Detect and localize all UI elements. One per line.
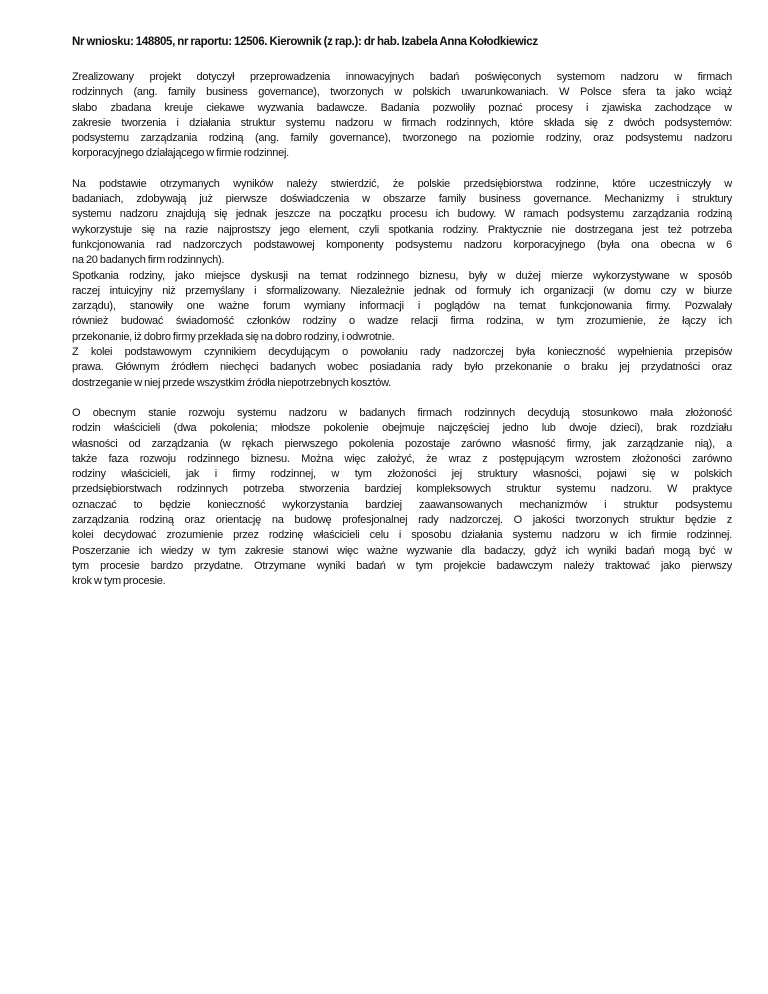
text-line: własności od zarządzania (w rękach pierwszego pokolenia pozostaje zarówno własność firmy, jak zarządzanie nią), a [72, 437, 732, 450]
text-line: również budować świadomość członków rodziny o wadze relacji firma rodzina, w tym zrozumienie, że łączy ich [72, 315, 732, 328]
report-page [72, 34, 732, 605]
text-line: prawa. Głównym źródłem niechęci badanych wobec posiadania rady było przekonanie o braku jej przydatności oraz [72, 361, 732, 374]
text-line: Zrealizowany projekt dotyczył przeprowadzenia innowacyjnych badań poświęconych systemom nadzoru w firmach [72, 71, 732, 83]
text-line: tym procesie bardzo przydatne. Otrzymane wyniki badań w tym projekcie badawczym należy traktować jako pierwszy [72, 559, 732, 572]
text-line: przekonanie, iż dobro firmy przekłada się na dobro rodziny, i odwrotnie. [72, 330, 395, 343]
text-line: raczej intuicyjny niż przemyślany i sformalizowany. Niezależnie jednak od formuły ich organizacji (w domu czy w biurze [72, 284, 732, 297]
text-line: zarządzania rodziną oraz orientację na budowę profesjonalnej rady nadzorczej. O jakości tworzonych struktur będzie z [72, 514, 732, 527]
text-line: Z kolei podstawowym czynnikiem decydującym o powołaniu rady nadzorczej była konieczność wypełnienia przepisów [72, 346, 732, 359]
text-line: słabo zbadana kreuje ciekawe wyzwania badawcze. Badania pozwoliły poznać procesy i zjawiska zachodzące w [72, 101, 732, 114]
paragraph-2 [72, 177, 732, 269]
text-line: zarządu), stanowiły one ważne forum wymiany informacji i poglądów na temat funkcjonowania firmy. Pozwalały [72, 300, 732, 313]
text-line: rodziny właścicieli, jak i firmy rodzinnej, w tym złożoności jej struktury własności, pojawi się w polskich [72, 468, 732, 481]
paragraph-4 [72, 345, 732, 391]
paragraph-1 [72, 70, 732, 162]
report-heading: Nr wniosku: 148805, nr raportu: 12506. Kierownik (z rap.): dr hab. Izabela Anna Kołodkiewicz [72, 36, 538, 48]
text-line: oznaczać to będzie konieczność wykorzystania bardziej zaawansowanych mechanizmów i struktur podsystemu [72, 498, 732, 511]
text-line: przedsiębiorstwach rodzinnych potrzeba stworzenia bardziej kompleksowych struktur systemu nadzoru. W praktyce [72, 483, 732, 496]
text-line: Na podstawie otrzymanych wyników należy stwierdzić, że polskie przedsiębiorstwa rodzinne, które uczestniczyły w [72, 177, 732, 190]
text-line: dostrzeganie w niej przede wszystkim źródła niepotrzebnych kosztów. [72, 376, 391, 389]
text-line: podsystemu zarządzania rodziną (ang. family governance), tworzonego na poziomie rodziny, oraz podsystemu nadzoru [72, 132, 732, 145]
paragraph-3 [72, 269, 732, 345]
text-line: rodzinnych (ang. family business governance), tworzonych w polskich uwarunkowaniach. W Polsce sfera ta jako wciąż [72, 86, 732, 99]
text-line: systemu nadzoru znajdują się jednak jeszcze na początku procesu ich budowy. W ramach podsystemu zarządzania rodziną [72, 208, 732, 221]
text-line: krok w tym procesie. [72, 575, 166, 588]
text-line: wykorzystuje się na razie najprostszy jego element, czyli spotkania rodziny. Praktycznie nie dostrzegana jest też potrzeba [72, 223, 732, 236]
text-line: na 20 badanych firm rodzinnych). [72, 254, 225, 267]
text-line: O obecnym stanie rozwoju systemu nadzoru w badanych firmach rodzinnych decydują stosunkowo mała złożoność [72, 406, 732, 419]
text-line: korporacyjnego działającego w firmie rodzinnej. [72, 147, 289, 160]
text-line: także faza rozwoju rodzinnego biznesu. Można więc założyć, że wraz z postępującym wzrostem złożoności zarówno [72, 452, 732, 465]
text-line: kolei decydować zrozumienie przez rodzinę właścicieli celu i sposobu działania systemu nadzoru w ich firmie rodzinnej. [72, 529, 732, 542]
paragraph-5 [72, 406, 732, 590]
text-line: rodzin właścicieli (dwa pokolenia; młodsze pokolenie obejmuje najczęściej jedno lub dwoje dzieci), brak rozdziału [72, 422, 732, 435]
text-line: Poszerzanie ich wiedzy w tym zakresie stanowi więc ważne wyzwanie dla badaczy, gdyż ich wyniki badań mogą być w [72, 544, 732, 557]
text-line: badaniach, zdobywają już pierwsze doświadczenia w obszarze family business governance. Mechanizmy i struktury [72, 193, 732, 206]
text-line: zakresie tworzenia i działania struktur systemu nadzoru w firmach rodzinnych, które składa się z dwóch podsystemów: [72, 116, 732, 129]
text-line: funkcjonowania rad nadzorczych podstawowej komponenty podsystemu nadzoru korporacyjnego (była ona obecna w 6 [72, 238, 732, 251]
text-line: Spotkania rodziny, jako miejsce dyskusji na temat rodzinnego biznesu, były w dużej mierze wykorzystywane w sposób [72, 269, 732, 282]
